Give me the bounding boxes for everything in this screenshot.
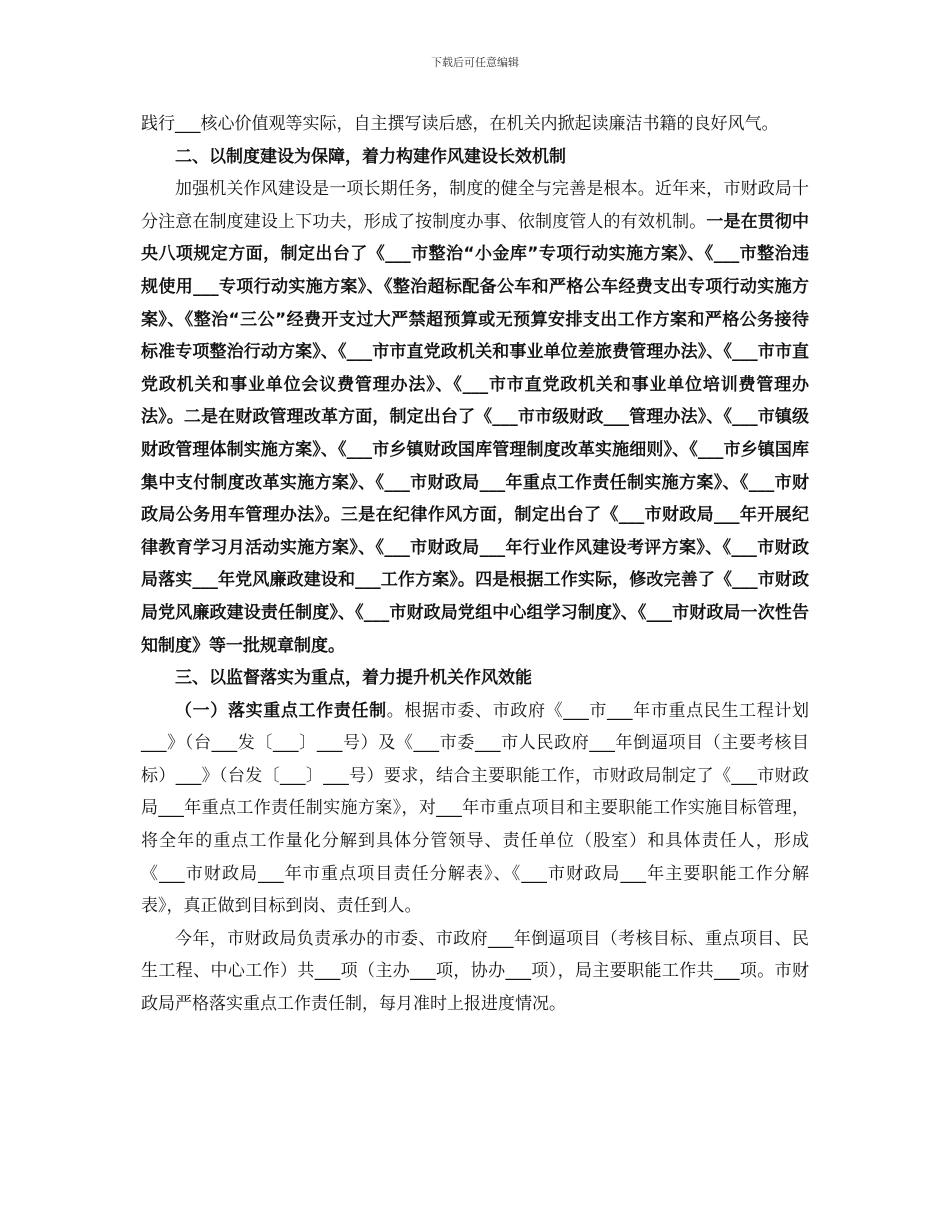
paragraph-system-building: [141, 173, 809, 662]
section-heading-3: 三、以监督落实为重点，着力提升机关作风效能: [175, 668, 532, 689]
subsection-heading-1: （一）落实重点工作责任制: [175, 700, 387, 721]
paragraph-continuation: 践行___核心价值观等实际，自主撰写读后感，在机关内掀起读廉洁书籍的良好风气。: [141, 114, 779, 134]
paragraph-responsibility: [141, 695, 809, 923]
page-header: 下载后可任意编辑: [431, 56, 519, 69]
section-heading-2: 二、以制度建设为保障，着力构建作风建设长效机制: [175, 146, 566, 167]
paragraph-regulations-list: 一是在贯彻中央八项规定方面，制定出台了《___市整治“小金库”专项行动实施方案》、《___市整治违规使用___专项行动实施方案》、《整治超标配备公车和严格公车经费支出专项行动实施方案》、《整治“三公”经费开支过大严禁超预算或无预算安排支出工作方案和严格公务接待标准专项整治行动方案》、《___市市直党政机关和事业单位差旅费管理办法》、《___市市直党政机关和事业单位会议费管理办法》、《___市市直党政机关和事业单位培训费管理办法》。二是在财政管理改革方面，制定出台了《___市市级财政___管理办法》、《___市镇级财政管理体制实施方案》、《___市乡镇财政国库管理制度改革实施细则》、《___市乡镇国库集中支付制度改革实施方案》、《___市财政局___年重点工作责任制实施方案》、《___市财政局公务用车管理办法》。三是在纪律作风方面，制定出台了《___市财政局___年开展纪律教育学习月活动实施方案》、《___市财政局___年行业作风建设考评方案》、《___市财政局落实___年党风廉政建设和___工作方案》。四是根据工作实际，修改完善了《___市财政局党风廉政建设责任制度》、《___市财政局党组中心组学习制度》、《___市财政局一次性告知制度》等一批规章制度。: [141, 211, 810, 656]
paragraph-this-year: 今年，市财政局负责承办的市委、市政府___年倒逼项目（考核目标、重点项目、民生工程、中心工作）共___项（主办___项，协办___项），局主要职能工作共___项。市财政局严格落实重点工作责任制，每月准时上报进度情况。: [141, 928, 809, 1015]
document-body: [141, 108, 809, 1021]
paragraph-intro: 加强机关作风建设是一项长期任务，制度的健全与完善是根本。近年来，市财政局十分注意在制度建设上下功夫，形成了按制度办事、依制度管人的有效机制。: [141, 179, 809, 232]
paragraph-responsibility-text: 。根据市委、市政府《___市___年市重点民生工程计划___》（台___发〔___〕___号）及《___市委___市人民政府___年倒逼项目（主要考核目标）___》（台发〔___〕___号）要求，结合主要职能工作，市财政局制定了《___市财政局___年重点工作责任制实施方案》，对___年市重点项目和主要职能工作实施目标管理，将全年的重点工作量化分解到具体分管领导、责任单位（股室）和具体责任人，形成《___市财政局___年市重点项目责任分解表》、《___市财政局___年主要职能工作分解表》，真正做到目标到岗、责任到人。: [141, 700, 810, 917]
